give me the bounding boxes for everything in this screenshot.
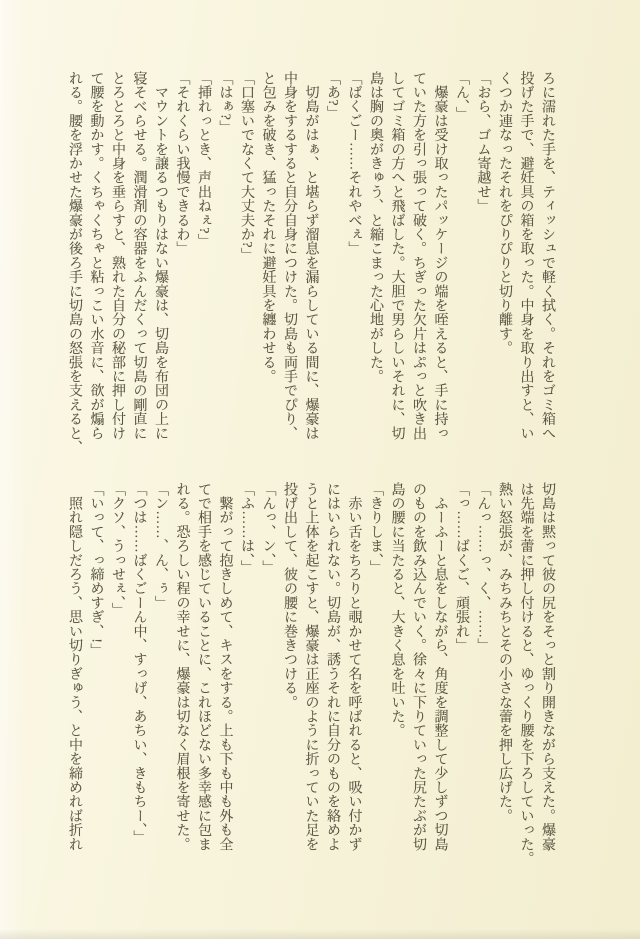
text-column: 切島は黙って彼の尻をそっと割り開きながら支えた。爆豪 bbox=[540, 482, 555, 852]
text-column: 「んっ……っ、く、……」 bbox=[475, 482, 491, 653]
text-column: 「ふ……は、」 bbox=[239, 482, 254, 575]
text-column: 「はぁ?」 bbox=[217, 71, 233, 135]
text-column: 「ン……、ん、ぅ」 bbox=[153, 482, 168, 610]
text-column: 照れ隠しだろう、思い切りぎゅう、と中を締めれば折れ bbox=[67, 482, 82, 852]
text-column: 寝そべらせる。潤滑剤の容器をふんだくって切島の剛直に bbox=[131, 71, 147, 441]
text-column: にはいられない。切島が、誘うそれに自分のものを絡めよ bbox=[325, 482, 340, 852]
text-column: て腰を動かす。くちゃくちゃと粘っこい水音に、欲が煽ら bbox=[88, 71, 104, 441]
text-column: 爆豪は受け取ったパッケージの端を咥えると、手に持っ bbox=[432, 71, 448, 441]
text-column: 「クソ、うっせぇ、」 bbox=[110, 482, 125, 617]
text-column: 「いって、っ締めすぎ、!」 bbox=[88, 482, 104, 658]
text-column: 熱い怒張が、みちみちとその小さな蕾を押し広げた。 bbox=[497, 482, 512, 823]
text-column: ていた方を引っ張って破く。ちぎった欠片はぷっと吹き出 bbox=[411, 71, 426, 441]
bottom-text-block bbox=[64, 482, 559, 870]
text-column: してゴミ箱の方へと飛ばした。大胆で男らしいそれに、切 bbox=[389, 71, 405, 441]
text-column: 投げ出して、彼の腰に巻きつける。 bbox=[282, 482, 297, 710]
text-column: マウントを譲るつもりはない爆豪は、切島を布団の上に bbox=[153, 71, 168, 441]
text-column: 「口塞いでなくて大丈夫か?」 bbox=[239, 71, 254, 263]
text-column: 「おら、ゴム寄越せ」 bbox=[475, 71, 491, 213]
text-column: 「つは……ばくごーん中、すっげ、あちい、きもちー、」 bbox=[131, 482, 147, 845]
text-column: ふーふーと息をしながら、角度を調整して少しずつ切島 bbox=[432, 482, 448, 852]
text-column: 「きりしま、」 bbox=[368, 482, 383, 575]
text-column: は先端を蕾に押し付けると、ゆっくり腰を下ろしていった。 bbox=[518, 482, 534, 866]
text-column: 島の腰に当たると、大きく息を吐いた。 bbox=[389, 482, 405, 738]
text-column: 「あ?」 bbox=[325, 71, 340, 121]
text-column: ろに濡れた手を、ティッシュで軽く拭く。それをゴミ箱へ bbox=[540, 71, 555, 441]
text-column: と包みを破き、猛ったそれに避妊具を纏わせる。 bbox=[260, 71, 276, 384]
top-text-block bbox=[64, 71, 559, 459]
text-column: のものを飲み込んでいく。徐々に下りていった尻たぶが切 bbox=[411, 482, 426, 852]
text-column: れる。腰を浮かせた爆豪が後ろ手に切島の怒張を支えると、 bbox=[67, 71, 82, 455]
text-column: 「ばくごー……それやべぇ」 bbox=[346, 71, 362, 256]
text-column: とろとろと中身を垂らすと、熟れた自分の秘部に押し付け bbox=[110, 71, 125, 441]
text-column: 「挿れっとき、声出ねぇ?」 bbox=[196, 71, 211, 248]
text-column: 赤い舌をちろりと覗かせて名を呼ばれると、吸い付かず bbox=[346, 482, 362, 852]
text-column: れる。恐ろしい程の幸せに、爆豪は切なく眉根を寄せた。 bbox=[174, 482, 190, 852]
text-column: くつか連なったそれをぴりぴりと切り離す。 bbox=[497, 71, 512, 355]
text-column: 中身をするすると自分自身につけた。切島も両手でぴり、 bbox=[282, 71, 297, 441]
text-column: 投げた手で、避妊具の箱を取った。中身を取り出すと、い bbox=[518, 71, 534, 441]
text-column: 「っ……ばくご、頑張れ」 bbox=[454, 482, 469, 653]
text-column: 「んっ、ン、」 bbox=[260, 482, 276, 575]
text-column: うと上体を起こすと、爆豪は正座のように折っていた足を bbox=[303, 482, 319, 852]
text-column: 島は胸の奥がきゅう、と縮こまった心地がした。 bbox=[368, 71, 383, 384]
text-column: 「それくらい我慢できるわ」 bbox=[174, 71, 190, 256]
text-column: 切島がはぁ、と堪らず溜息を漏らしている間に、爆豪は bbox=[303, 71, 319, 441]
text-column: 「ん、」 bbox=[454, 71, 469, 121]
text-column: 繋がって抱きしめて、キスをする。上も下も中も外も全 bbox=[217, 482, 233, 852]
text-column: てで相手を感じていることに、これほどない多幸感に包ま bbox=[196, 482, 211, 852]
